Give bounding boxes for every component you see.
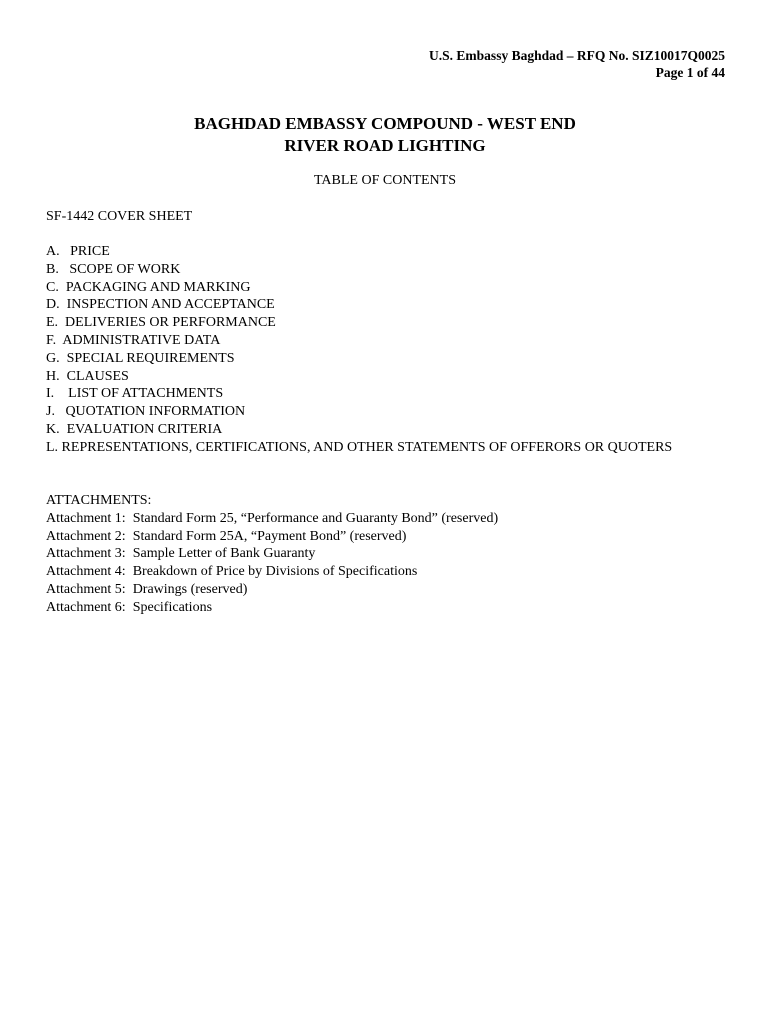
toc-sections-list [46,243,726,457]
toc-section-item: B. SCOPE OF WORK [46,261,181,277]
header-rfq-line: U.S. Embassy Baghdad – RFQ No. SIZ10017Q0025 [429,48,725,63]
attachments-list [46,492,726,617]
attachment-item: Attachment 5: Drawings (reserved) [46,581,248,597]
toc-section-item: K. EVALUATION CRITERIA [46,421,223,437]
attachment-item: Attachment 1: Standard Form 25, “Performance and Guaranty Bond” (reserved) [46,510,499,526]
cover-sheet-line: SF-1442 COVER SHEET [46,209,193,224]
toc-section-item: F. ADMINISTRATIVE DATA [46,332,221,348]
toc-section-item: D. INSPECTION AND ACCEPTANCE [46,297,275,313]
title-line-1: BAGHDAD EMBASSY COMPOUND - WEST END [194,114,576,133]
attachment-item: Attachment 6: Specifications [46,599,213,615]
attachment-item: Attachment 3: Sample Letter of Bank Guaranty [46,546,316,562]
attachments-heading: ATTACHMENTS: [46,493,152,508]
attachment-item: Attachment 2: Standard Form 25A, “Payment Bond” (reserved) [46,528,407,544]
toc-section-item: E. DELIVERIES OR PERFORMANCE [46,315,276,331]
toc-section-item: C. PACKAGING AND MARKING [46,279,251,295]
toc-section-item: J. QUOTATION INFORMATION [46,404,246,420]
toc-section-item: L. REPRESENTATIONS, CERTIFICATIONS, AND OTHER STATEMENTS OF OFFERORS OR QUOTERS [46,439,673,455]
title-line-2: RIVER ROAD LIGHTING [284,136,486,155]
attachment-item: Attachment 4: Breakdown of Price by Divisions of Specifications [46,564,418,580]
document-title [0,113,770,157]
toc-heading: TABLE OF CONTENTS [314,173,456,188]
toc-section-item: H. CLAUSES [46,368,129,384]
header-page-number: Page 1 of 44 [655,65,725,80]
toc-section-item: A. PRICE [46,244,110,259]
toc-section-item: I. LIST OF ATTACHMENTS [46,386,224,402]
page-header [429,47,725,81]
toc-section-item: G. SPECIAL REQUIREMENTS [46,350,235,366]
